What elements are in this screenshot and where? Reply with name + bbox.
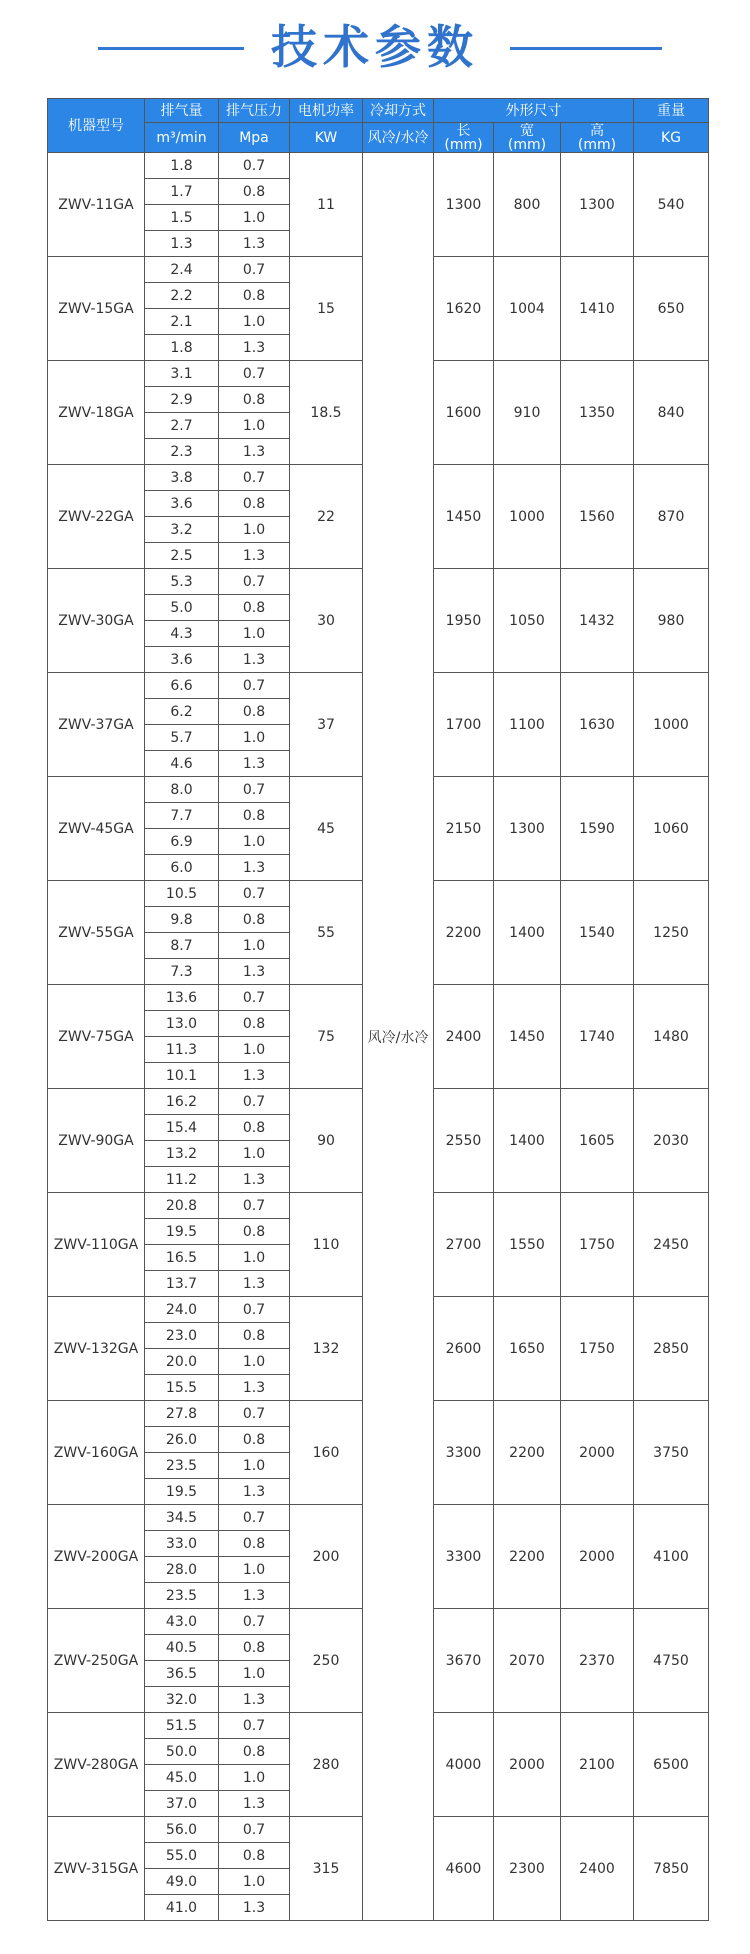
weight-cell: 4750 bbox=[634, 1609, 709, 1713]
pressure-cell: 1.3 bbox=[219, 751, 290, 777]
pressure-cell: 0.8 bbox=[219, 1115, 290, 1141]
width-cell: 2200 bbox=[494, 1401, 561, 1505]
flow-cell: 3.6 bbox=[145, 647, 219, 673]
length-cell: 1450 bbox=[434, 465, 494, 569]
pressure-cell: 1.0 bbox=[219, 1557, 290, 1583]
pressure-cell: 1.3 bbox=[219, 1583, 290, 1609]
flow-cell: 13.0 bbox=[145, 1011, 219, 1037]
width-cell: 1300 bbox=[494, 777, 561, 881]
flow-cell: 1.5 bbox=[145, 205, 219, 231]
length-cell: 3300 bbox=[434, 1401, 494, 1505]
height-cell: 1540 bbox=[561, 881, 634, 985]
model-cell: ZWV-11GA bbox=[48, 153, 145, 257]
weight-cell: 7850 bbox=[634, 1817, 709, 1921]
flow-cell: 3.8 bbox=[145, 465, 219, 491]
weight-cell: 840 bbox=[634, 361, 709, 465]
flow-cell: 6.9 bbox=[145, 829, 219, 855]
flow-cell: 32.0 bbox=[145, 1687, 219, 1713]
pressure-cell: 1.0 bbox=[219, 829, 290, 855]
flow-cell: 37.0 bbox=[145, 1791, 219, 1817]
pressure-cell: 1.3 bbox=[219, 1791, 290, 1817]
weight-cell: 6500 bbox=[634, 1713, 709, 1817]
model-cell: ZWV-37GA bbox=[48, 673, 145, 777]
pressure-cell: 0.8 bbox=[219, 1323, 290, 1349]
pressure-cell: 0.7 bbox=[219, 361, 290, 387]
flow-cell: 49.0 bbox=[145, 1869, 219, 1895]
pressure-cell: 1.0 bbox=[219, 1765, 290, 1791]
pressure-cell: 0.8 bbox=[219, 491, 290, 517]
power-cell: 55 bbox=[290, 881, 363, 985]
pressure-cell: 0.8 bbox=[219, 699, 290, 725]
flow-cell: 2.1 bbox=[145, 309, 219, 335]
pressure-cell: 0.8 bbox=[219, 283, 290, 309]
flow-cell: 5.7 bbox=[145, 725, 219, 751]
flow-cell: 36.5 bbox=[145, 1661, 219, 1687]
power-cell: 160 bbox=[290, 1401, 363, 1505]
flow-cell: 24.0 bbox=[145, 1297, 219, 1323]
power-cell: 250 bbox=[290, 1609, 363, 1713]
header-dimensions: 外形尺寸 bbox=[434, 99, 634, 123]
pressure-cell: 0.7 bbox=[219, 881, 290, 907]
flow-cell: 4.3 bbox=[145, 621, 219, 647]
pressure-cell: 1.0 bbox=[219, 517, 290, 543]
weight-cell: 1480 bbox=[634, 985, 709, 1089]
model-cell: ZWV-18GA bbox=[48, 361, 145, 465]
pressure-cell: 1.3 bbox=[219, 1375, 290, 1401]
length-cell: 2400 bbox=[434, 985, 494, 1089]
pressure-cell: 0.8 bbox=[219, 1739, 290, 1765]
pressure-cell: 1.0 bbox=[219, 621, 290, 647]
flow-cell: 7.3 bbox=[145, 959, 219, 985]
flow-cell: 26.0 bbox=[145, 1427, 219, 1453]
flow-cell: 23.5 bbox=[145, 1583, 219, 1609]
pressure-cell: 1.0 bbox=[219, 1349, 290, 1375]
flow-cell: 28.0 bbox=[145, 1557, 219, 1583]
flow-cell: 4.6 bbox=[145, 751, 219, 777]
flow-cell: 5.3 bbox=[145, 569, 219, 595]
length-cell: 1700 bbox=[434, 673, 494, 777]
header-power: 电机功率 bbox=[290, 99, 363, 123]
model-cell: ZWV-15GA bbox=[48, 257, 145, 361]
flow-cell: 13.7 bbox=[145, 1271, 219, 1297]
width-cell: 2200 bbox=[494, 1505, 561, 1609]
weight-cell: 980 bbox=[634, 569, 709, 673]
pressure-cell: 1.0 bbox=[219, 1869, 290, 1895]
weight-cell: 1060 bbox=[634, 777, 709, 881]
pressure-cell: 1.3 bbox=[219, 1895, 290, 1921]
pressure-cell: 1.3 bbox=[219, 855, 290, 881]
flow-cell: 5.0 bbox=[145, 595, 219, 621]
width-cell: 1650 bbox=[494, 1297, 561, 1401]
height-cell: 1560 bbox=[561, 465, 634, 569]
header-pressure-unit: Mpa bbox=[219, 123, 290, 153]
pressure-cell: 1.0 bbox=[219, 205, 290, 231]
header-width: 宽 (mm) bbox=[494, 123, 561, 153]
table-row bbox=[48, 153, 709, 179]
flow-cell: 34.5 bbox=[145, 1505, 219, 1531]
width-cell: 1050 bbox=[494, 569, 561, 673]
model-cell: ZWV-30GA bbox=[48, 569, 145, 673]
pressure-cell: 1.0 bbox=[219, 1141, 290, 1167]
height-cell: 1300 bbox=[561, 153, 634, 257]
flow-cell: 20.0 bbox=[145, 1349, 219, 1375]
header-flow-unit: m³/min bbox=[145, 123, 219, 153]
pressure-cell: 0.8 bbox=[219, 1011, 290, 1037]
width-cell: 1400 bbox=[494, 1089, 561, 1193]
pressure-cell: 1.0 bbox=[219, 1661, 290, 1687]
header-height: 高 (mm) bbox=[561, 123, 634, 153]
power-cell: 11 bbox=[290, 153, 363, 257]
flow-cell: 8.0 bbox=[145, 777, 219, 803]
length-cell: 1300 bbox=[434, 153, 494, 257]
weight-cell: 540 bbox=[634, 153, 709, 257]
flow-cell: 2.2 bbox=[145, 283, 219, 309]
weight-cell: 1250 bbox=[634, 881, 709, 985]
flow-cell: 1.8 bbox=[145, 335, 219, 361]
flow-cell: 1.3 bbox=[145, 231, 219, 257]
model-cell: ZWV-55GA bbox=[48, 881, 145, 985]
pressure-cell: 1.0 bbox=[219, 1453, 290, 1479]
height-cell: 1750 bbox=[561, 1297, 634, 1401]
width-cell: 2000 bbox=[494, 1713, 561, 1817]
model-cell: ZWV-132GA bbox=[48, 1297, 145, 1401]
length-cell: 3300 bbox=[434, 1505, 494, 1609]
pressure-cell: 0.8 bbox=[219, 1531, 290, 1557]
pressure-cell: 0.8 bbox=[219, 1635, 290, 1661]
pressure-cell: 0.7 bbox=[219, 569, 290, 595]
flow-cell: 15.5 bbox=[145, 1375, 219, 1401]
length-cell: 2150 bbox=[434, 777, 494, 881]
height-cell: 1432 bbox=[561, 569, 634, 673]
model-cell: ZWV-45GA bbox=[48, 777, 145, 881]
power-cell: 18.5 bbox=[290, 361, 363, 465]
pressure-cell: 0.7 bbox=[219, 1817, 290, 1843]
width-cell: 2070 bbox=[494, 1609, 561, 1713]
pressure-cell: 1.3 bbox=[219, 1271, 290, 1297]
pressure-cell: 1.3 bbox=[219, 1479, 290, 1505]
height-cell: 1350 bbox=[561, 361, 634, 465]
page-title: 技术参数 bbox=[271, 20, 479, 74]
pressure-cell: 1.3 bbox=[219, 647, 290, 673]
flow-cell: 6.2 bbox=[145, 699, 219, 725]
flow-cell: 27.8 bbox=[145, 1401, 219, 1427]
flow-cell: 43.0 bbox=[145, 1609, 219, 1635]
pressure-cell: 0.8 bbox=[219, 179, 290, 205]
pressure-cell: 1.3 bbox=[219, 231, 290, 257]
pressure-cell: 0.7 bbox=[219, 673, 290, 699]
width-cell: 800 bbox=[494, 153, 561, 257]
pressure-cell: 1.3 bbox=[219, 1063, 290, 1089]
pressure-cell: 0.7 bbox=[219, 257, 290, 283]
model-cell: ZWV-160GA bbox=[48, 1401, 145, 1505]
header-power-unit: KW bbox=[290, 123, 363, 153]
flow-cell: 19.5 bbox=[145, 1479, 219, 1505]
height-cell: 1410 bbox=[561, 257, 634, 361]
model-cell: ZWV-315GA bbox=[48, 1817, 145, 1921]
flow-cell: 45.0 bbox=[145, 1765, 219, 1791]
width-cell: 2300 bbox=[494, 1817, 561, 1921]
power-cell: 37 bbox=[290, 673, 363, 777]
length-cell: 4000 bbox=[434, 1713, 494, 1817]
pressure-cell: 1.3 bbox=[219, 1687, 290, 1713]
flow-cell: 2.5 bbox=[145, 543, 219, 569]
header-cooling-sub: 风冷/水冷 bbox=[363, 123, 434, 153]
pressure-cell: 0.8 bbox=[219, 803, 290, 829]
height-cell: 2370 bbox=[561, 1609, 634, 1713]
flow-cell: 13.6 bbox=[145, 985, 219, 1011]
model-cell: ZWV-200GA bbox=[48, 1505, 145, 1609]
pressure-cell: 0.7 bbox=[219, 153, 290, 179]
flow-cell: 2.4 bbox=[145, 257, 219, 283]
flow-cell: 56.0 bbox=[145, 1817, 219, 1843]
pressure-cell: 1.3 bbox=[219, 543, 290, 569]
power-cell: 280 bbox=[290, 1713, 363, 1817]
pressure-cell: 1.0 bbox=[219, 725, 290, 751]
pressure-cell: 0.8 bbox=[219, 1219, 290, 1245]
flow-cell: 3.2 bbox=[145, 517, 219, 543]
width-cell: 1450 bbox=[494, 985, 561, 1089]
width-cell: 1400 bbox=[494, 881, 561, 985]
pressure-cell: 0.8 bbox=[219, 1427, 290, 1453]
pressure-cell: 1.0 bbox=[219, 309, 290, 335]
header-weight: 重量 bbox=[634, 99, 709, 123]
flow-cell: 23.0 bbox=[145, 1323, 219, 1349]
pressure-cell: 0.7 bbox=[219, 1505, 290, 1531]
height-cell: 2400 bbox=[561, 1817, 634, 1921]
height-cell: 1605 bbox=[561, 1089, 634, 1193]
power-cell: 200 bbox=[290, 1505, 363, 1609]
width-cell: 1000 bbox=[494, 465, 561, 569]
pressure-cell: 1.3 bbox=[219, 959, 290, 985]
width-cell: 1004 bbox=[494, 257, 561, 361]
title-divider-right bbox=[510, 47, 662, 50]
header-pressure: 排气压力 bbox=[219, 99, 290, 123]
pressure-cell: 0.7 bbox=[219, 1713, 290, 1739]
pressure-cell: 0.8 bbox=[219, 907, 290, 933]
flow-cell: 2.9 bbox=[145, 387, 219, 413]
model-cell: ZWV-280GA bbox=[48, 1713, 145, 1817]
spec-table-body bbox=[48, 153, 709, 1921]
flow-cell: 1.8 bbox=[145, 153, 219, 179]
header-model: 机器型号 bbox=[48, 99, 145, 153]
weight-cell: 3750 bbox=[634, 1401, 709, 1505]
pressure-cell: 0.7 bbox=[219, 985, 290, 1011]
flow-cell: 3.1 bbox=[145, 361, 219, 387]
header-flow: 排气量 bbox=[145, 99, 219, 123]
pressure-cell: 1.3 bbox=[219, 335, 290, 361]
height-cell: 2000 bbox=[561, 1505, 634, 1609]
model-cell: ZWV-90GA bbox=[48, 1089, 145, 1193]
height-cell: 1630 bbox=[561, 673, 634, 777]
width-cell: 910 bbox=[494, 361, 561, 465]
flow-cell: 1.7 bbox=[145, 179, 219, 205]
height-cell: 1750 bbox=[561, 1193, 634, 1297]
length-cell: 1950 bbox=[434, 569, 494, 673]
pressure-cell: 0.7 bbox=[219, 465, 290, 491]
pressure-cell: 1.3 bbox=[219, 439, 290, 465]
width-cell: 1100 bbox=[494, 673, 561, 777]
flow-cell: 6.6 bbox=[145, 673, 219, 699]
flow-cell: 16.2 bbox=[145, 1089, 219, 1115]
length-cell: 2200 bbox=[434, 881, 494, 985]
length-cell: 4600 bbox=[434, 1817, 494, 1921]
flow-cell: 19.5 bbox=[145, 1219, 219, 1245]
model-cell: ZWV-75GA bbox=[48, 985, 145, 1089]
pressure-cell: 0.7 bbox=[219, 1193, 290, 1219]
power-cell: 15 bbox=[290, 257, 363, 361]
pressure-cell: 1.3 bbox=[219, 1167, 290, 1193]
model-cell: ZWV-250GA bbox=[48, 1609, 145, 1713]
power-cell: 45 bbox=[290, 777, 363, 881]
weight-cell: 870 bbox=[634, 465, 709, 569]
pressure-cell: 0.8 bbox=[219, 387, 290, 413]
flow-cell: 9.8 bbox=[145, 907, 219, 933]
header-cooling: 冷却方式 bbox=[363, 99, 434, 123]
power-cell: 315 bbox=[290, 1817, 363, 1921]
flow-cell: 3.6 bbox=[145, 491, 219, 517]
power-cell: 75 bbox=[290, 985, 363, 1089]
flow-cell: 41.0 bbox=[145, 1895, 219, 1921]
flow-cell: 40.5 bbox=[145, 1635, 219, 1661]
header-weight-unit: KG bbox=[634, 123, 709, 153]
flow-cell: 33.0 bbox=[145, 1531, 219, 1557]
power-cell: 110 bbox=[290, 1193, 363, 1297]
power-cell: 132 bbox=[290, 1297, 363, 1401]
flow-cell: 6.0 bbox=[145, 855, 219, 881]
pressure-cell: 0.8 bbox=[219, 1843, 290, 1869]
flow-cell: 55.0 bbox=[145, 1843, 219, 1869]
flow-cell: 2.7 bbox=[145, 413, 219, 439]
flow-cell: 8.7 bbox=[145, 933, 219, 959]
height-cell: 1590 bbox=[561, 777, 634, 881]
flow-cell: 15.4 bbox=[145, 1115, 219, 1141]
flow-cell: 51.5 bbox=[145, 1713, 219, 1739]
length-cell: 3670 bbox=[434, 1609, 494, 1713]
cooling-cell: 风冷/水冷 bbox=[363, 153, 434, 1921]
power-cell: 90 bbox=[290, 1089, 363, 1193]
pressure-cell: 1.0 bbox=[219, 1245, 290, 1271]
weight-cell: 4100 bbox=[634, 1505, 709, 1609]
length-cell: 2550 bbox=[434, 1089, 494, 1193]
flow-cell: 13.2 bbox=[145, 1141, 219, 1167]
flow-cell: 7.7 bbox=[145, 803, 219, 829]
flow-cell: 50.0 bbox=[145, 1739, 219, 1765]
pressure-cell: 1.0 bbox=[219, 413, 290, 439]
power-cell: 22 bbox=[290, 465, 363, 569]
pressure-cell: 1.0 bbox=[219, 1037, 290, 1063]
spec-table bbox=[47, 98, 709, 1921]
length-cell: 1620 bbox=[434, 257, 494, 361]
flow-cell: 20.8 bbox=[145, 1193, 219, 1219]
weight-cell: 1000 bbox=[634, 673, 709, 777]
pressure-cell: 0.8 bbox=[219, 595, 290, 621]
pressure-cell: 0.7 bbox=[219, 1401, 290, 1427]
pressure-cell: 0.7 bbox=[219, 1089, 290, 1115]
height-cell: 1740 bbox=[561, 985, 634, 1089]
weight-cell: 2030 bbox=[634, 1089, 709, 1193]
power-cell: 30 bbox=[290, 569, 363, 673]
weight-cell: 2450 bbox=[634, 1193, 709, 1297]
weight-cell: 2850 bbox=[634, 1297, 709, 1401]
model-cell: ZWV-22GA bbox=[48, 465, 145, 569]
length-cell: 2600 bbox=[434, 1297, 494, 1401]
width-cell: 1550 bbox=[494, 1193, 561, 1297]
length-cell: 1600 bbox=[434, 361, 494, 465]
length-cell: 2700 bbox=[434, 1193, 494, 1297]
flow-cell: 11.3 bbox=[145, 1037, 219, 1063]
flow-cell: 10.1 bbox=[145, 1063, 219, 1089]
flow-cell: 11.2 bbox=[145, 1167, 219, 1193]
flow-cell: 2.3 bbox=[145, 439, 219, 465]
flow-cell: 23.5 bbox=[145, 1453, 219, 1479]
header-length: 长 (mm) bbox=[434, 123, 494, 153]
pressure-cell: 0.7 bbox=[219, 1297, 290, 1323]
height-cell: 2100 bbox=[561, 1713, 634, 1817]
weight-cell: 650 bbox=[634, 257, 709, 361]
model-cell: ZWV-110GA bbox=[48, 1193, 145, 1297]
pressure-cell: 0.7 bbox=[219, 1609, 290, 1635]
pressure-cell: 0.7 bbox=[219, 777, 290, 803]
pressure-cell: 1.0 bbox=[219, 933, 290, 959]
height-cell: 2000 bbox=[561, 1401, 634, 1505]
flow-cell: 16.5 bbox=[145, 1245, 219, 1271]
title-bar bbox=[0, 0, 750, 98]
flow-cell: 10.5 bbox=[145, 881, 219, 907]
